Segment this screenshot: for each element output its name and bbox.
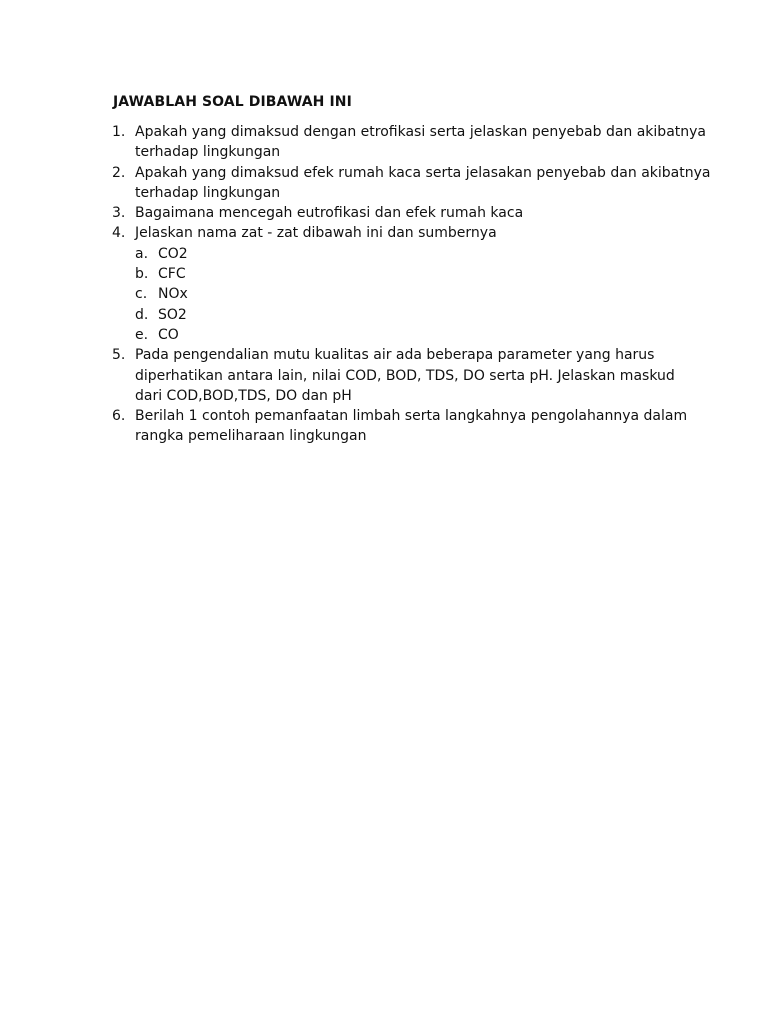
- question-text-line: Apakah yang dimaksud efek rumah kaca serta jelasakan penyebab dan akibatnya: [135, 164, 711, 181]
- question-number: 5.: [112, 347, 126, 364]
- question-text-line: Pada pengendalian mutu kualitas air ada beberapa parameter yang harus: [135, 347, 655, 364]
- question-number: 3.: [112, 205, 126, 222]
- question-text-line: terhadap lingkungan: [135, 184, 281, 201]
- sub-question-text: SO2: [158, 306, 187, 323]
- question-text-line: diperhatikan antara lain, nilai COD, BOD, TDS, DO serta pH. Jelaskan maskud: [135, 367, 675, 384]
- sub-question-letter: a.: [135, 245, 149, 262]
- question-text-line: Apakah yang dimaksud dengan etrofikasi serta jelaskan penyebab dan akibatnya: [135, 124, 706, 140]
- question-text-line: Bagaimana mencegah eutrofikasi dan efek rumah kaca: [135, 205, 524, 222]
- question-1: [112, 122, 706, 163]
- question-3: [112, 203, 692, 223]
- question-2: [112, 163, 711, 204]
- sub-question-text: CO2: [158, 245, 188, 262]
- question-text-line: rangka pemeliharaan lingkungan: [135, 428, 367, 445]
- question-text-line: Jelaskan nama zat - zat dibawah ini dan sumbernya: [135, 225, 497, 242]
- sub-question-c: [135, 284, 692, 304]
- question-number: 1.: [112, 124, 126, 140]
- question-5: [112, 345, 692, 406]
- sub-question-letter: b.: [135, 266, 149, 283]
- sub-question-letter: c.: [135, 286, 148, 303]
- sub-question-e: [135, 325, 692, 345]
- sub-question-text: NOx: [158, 286, 188, 303]
- sub-question-text: CO: [158, 326, 179, 343]
- question-text-line: terhadap lingkungan: [135, 144, 281, 161]
- sub-question-text: CFC: [158, 266, 186, 283]
- question-6: [112, 406, 692, 447]
- sub-question-list: [135, 244, 692, 345]
- document-title: JAWABLAH SOAL DIBAWAH INI: [113, 94, 352, 110]
- question-text-line: dari COD,BOD,TDS, DO dan pH: [135, 387, 352, 404]
- question-list: [112, 122, 711, 447]
- question-text-line: Berilah 1 contoh pemanfaatan limbah serta langkahnya pengolahannya dalam: [135, 408, 688, 425]
- question-number: 4.: [112, 225, 126, 242]
- sub-question-letter: e.: [135, 326, 149, 343]
- sub-question-letter: d.: [135, 306, 149, 323]
- question-number: 2.: [112, 164, 126, 181]
- question-4: [112, 223, 692, 345]
- sub-question-b: [135, 264, 692, 284]
- sub-question-a: [135, 244, 692, 264]
- sub-question-d: [135, 305, 692, 325]
- question-number: 6.: [112, 408, 126, 425]
